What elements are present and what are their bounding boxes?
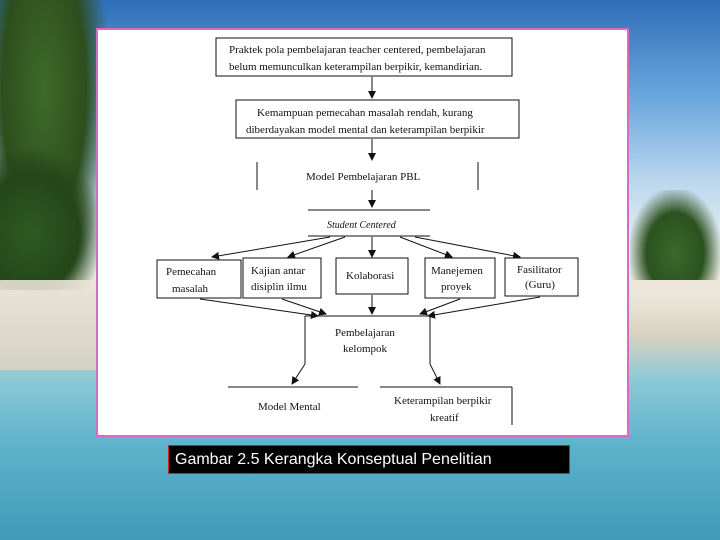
kreatif-line1: Keterampilan berpikir [394,395,492,407]
model-mental-label: Model Mental [258,401,321,413]
kolaborasi-label: Kolaborasi [346,270,395,282]
pemecahan-line2: masalah [172,283,209,295]
kelompok-line1: Pembelajaran [335,327,395,339]
arrow-fasilitator-kelompok [428,297,540,316]
kajian-line1: Kajian antar [251,265,306,277]
fasilitator-line1: Fasilitator [517,264,562,276]
box-pemecahan-rendah-line1: Kemampuan pemecahan masalah rendah, kurang [257,107,473,119]
manajemen-line2: proyek [441,281,472,293]
arrow-pemecahan-kelompok [200,299,318,316]
box-pemecahan-rendah-line2: diberdayakan model mental dan keterampilan berpikir [246,124,485,136]
manajemen-line1: Manejemen [431,265,483,277]
pemecahan-line1: Pemecahan [166,266,217,278]
figure-caption: Gambar 2.5 Kerangka Konseptual Penelitian [168,445,570,474]
box-teacher-centered-line1: Praktek pola pembelajaran teacher centered, pembelajaran [229,44,486,56]
fasilitator-line2: (Guru) [525,279,555,291]
arrow-kelompok-mental [292,364,305,384]
arrow-student-fasilitator [415,237,520,257]
arrow-student-pemecahan [212,237,330,257]
kelompok-line2: kelompok [343,343,387,355]
box-teacher-centered-line2: belum memunculkan keterampilan berpikir, kemandirian. [229,61,483,73]
kreatif-line2: kreatif [430,412,459,424]
arrow-student-kajian [288,237,345,257]
model-pbl-label: Model Pembelajaran PBL [306,171,421,183]
student-centered-label: Student Centered [327,220,396,231]
arrow-student-manajemen [400,237,452,257]
kajian-line2: disiplin ilmu [251,281,307,293]
arrow-kelompok-kreatif [430,364,440,384]
